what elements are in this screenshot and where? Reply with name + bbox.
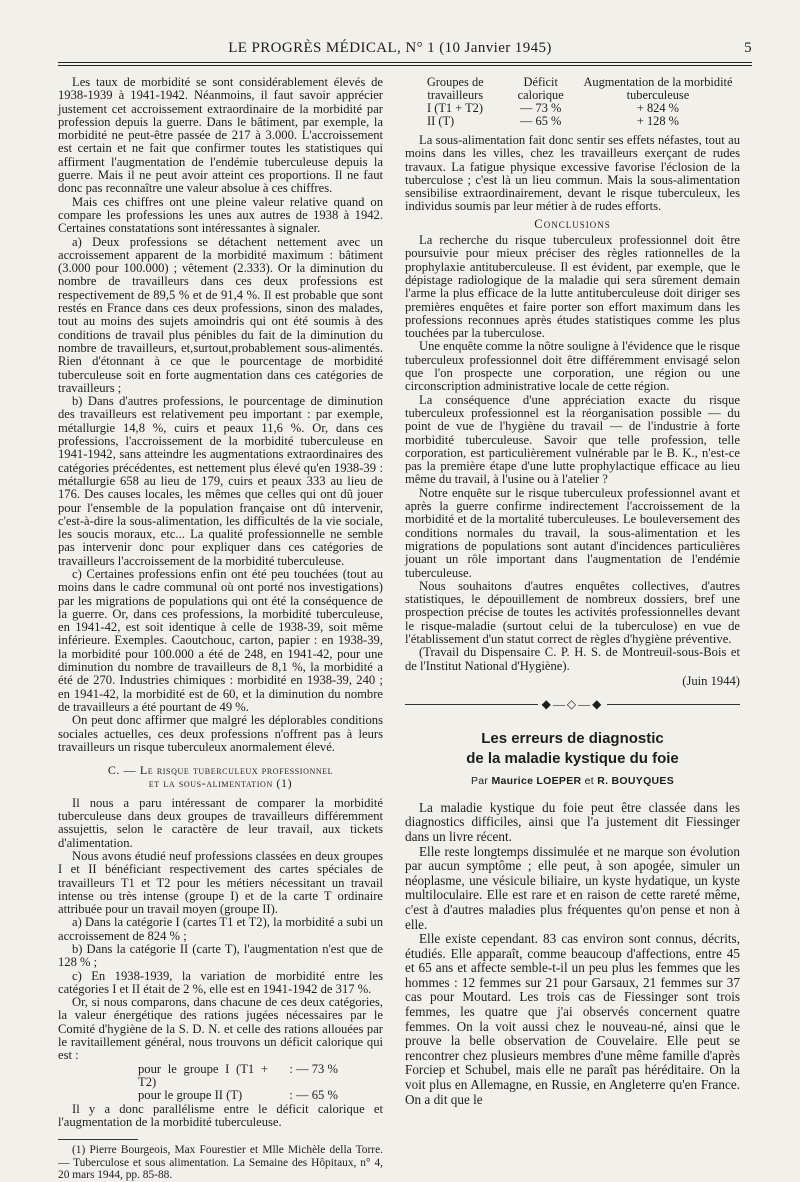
paragraph: c) En 1938-1939, la variation de morbidité entre les catégories I et II était de 2 %, elle est en 1941-1942 de 317 %. xyxy=(58,968,383,996)
paragraph: Il nous a paru intéressant de comparer la morbidité tuberculeuse dans deux groupes de travailleurs différemment assujettis, selon le caractère de leur travail, aux tickets d'alimentation. xyxy=(58,795,383,850)
paragraph: La maladie kystique du foie peut être classée dans les diagnostics difficiles, ainsi que l'a justement dit Fiessinger dans un livre récent. xyxy=(405,799,740,844)
date-note: (Juin 1944) xyxy=(682,673,740,688)
table-header: Groupes de travailleurs xyxy=(426,75,484,102)
paragraph: a) Dans la catégorie I (cartes T1 et T2), la morbidité a subi un accroissement de 824 % ; xyxy=(58,915,383,943)
paragraph: Il y a donc parallélisme entre le déficit calorique et l'augmentation de la morbidité tuberculeuse. xyxy=(58,1101,383,1129)
right-column xyxy=(405,76,740,1107)
paragraph: Mais ces chiffres ont une pleine valeur relative quand on compare les professions les unes aux autres de 1938 à 1942. Certaines constatations sont intéressantes à signaler. xyxy=(58,194,383,236)
deficit-label: pour le groupe II (T) xyxy=(138,1088,243,1103)
table-cell: + 824 % xyxy=(636,101,679,115)
credit-note: (Travail du Dispensaire C. P. H. S. de Montreuil-sous-Bois et de l'Institut National d'Hygiène). xyxy=(405,645,740,673)
authors-prefix: Par xyxy=(470,775,489,788)
ornament-icon: ◆—◇—◆ xyxy=(541,697,604,712)
article-title-line: de la maladie kystique du foie xyxy=(466,750,679,768)
header-rule xyxy=(58,62,752,63)
running-header xyxy=(58,40,752,57)
journal-title: LE PROGRÈS MÉDICAL, N° 1 (10 Janvier 1945) xyxy=(228,40,552,56)
authors-conjunction: et xyxy=(584,775,594,788)
paragraph: Les taux de morbidité se sont considérablement élevés de 1938-1939 à 1941-1942. Néanmoins, il faut savoir apprécier justement cet accroissement extraordinaire de la morbidité par profession depuis la guerre. Dans le bâtiment, par exemple, la morbidité ne peut-être passée de 217 à 3.000. L'accroissement est certain et ne fait que confirmer toutes les statistiques qui affirment l'augmentation de l'endémie tuberculeuse depuis la guerre. Mais il ne peut avoir atteint ces proportions. Il ne faut donc pas reconnaître une valeur absolue à ces chiffres. xyxy=(58,75,383,196)
table-cell: — 65 % xyxy=(520,114,562,128)
deficit-line xyxy=(138,1089,383,1102)
table-row xyxy=(405,102,740,115)
paragraph: Elle reste longtemps dissimulée et ne marque son évolution par aucun symptôme ; elle peut, à son apogée, simuler un néoplasme, une vésicule biliaire, un kyste hydatique, un kyste multiloculaire. Elle est rare et en raison de cette rareté même, c'est à d'autres maladies plus fréquentes qu'on pense et non à elle. xyxy=(405,843,740,932)
author-name: Maurice LOEPER xyxy=(491,775,582,788)
table-cell: + 128 % xyxy=(636,114,679,128)
ornament-line xyxy=(607,704,740,705)
paragraph: La conséquence d'une appréciation exacte du risque tuberculeux professionnel est la réorganisation possible — du point de vue de l'hygiène du travail — de l'industrie à forte morbidité tuberculeuse. Savoir que telle profession, telle corporation, est particulièrement vulnérable par le B. K., n'est-ce pas la première étape d'une lutte prophylactique efficace au lieu même du travail, à l'usine ou à l'atelier ? xyxy=(405,392,740,487)
article-title-line: Les erreurs de diagnostic xyxy=(481,730,664,748)
table-cell: I (T1 + T2) xyxy=(427,101,483,115)
header-rule-double xyxy=(58,65,752,66)
article-title xyxy=(405,729,740,769)
deficit-line xyxy=(138,1063,383,1090)
paragraph: c) Certaines professions enfin ont été peu touchées (tout au moins dans le cadre communal où ont porté nos investigations) par les migrations de populations qui ont été la conséquence de la guerre. Or, dans ces professions, la morbidité tuberculeuse, en 1941-42, est soit identique à celle de 1938-39, soit même inférieure. Exemples. Caoutchouc, carton, papier : en 1938-39, la morbidité pour 100.000 a été de 248, en 1941-42, pour une diminution du nombre de travailleurs de 8,1 %, la morbidité a été de 270. Industries chimiques : morbidité en 1938-39, 240 ; en 1941-42, la morbidité est de 60, et la diminution du nombre de travailleurs a été pourtant de 49 %. xyxy=(58,566,383,714)
table-row xyxy=(405,115,740,128)
section-heading-line: C. — Le risque tuberculeux professionnel xyxy=(107,763,334,778)
section-heading-line: et la sous-alimentation (1) xyxy=(148,776,293,791)
deficit-value: : — 73 % xyxy=(289,1061,338,1076)
section-heading xyxy=(58,764,383,791)
footnote: (1) Pierre Bourgeois, Max Fourestier et Mlle Michèle della Torre. — Tuberculose et sous alimentation. La Semaine des Hôpitaux, n° 4, 20 mars 1944, pp. 85-88. xyxy=(58,1144,383,1182)
ornament-line xyxy=(405,704,538,705)
paragraph: b) Dans la catégorie II (carte T), l'augmentation n'est que de 128 % ; xyxy=(58,942,383,970)
table-header: Déficit calorique xyxy=(517,75,564,102)
deficit-label: pour le groupe I (T1 + T2) xyxy=(138,1061,268,1089)
paragraph: On peut donc affirmer que malgré les déplorables conditions sociales actuelles, ces deux professions n'offrent pas à leurs travailleurs un risque tuberculeux anormalement élevé. xyxy=(58,713,383,754)
left-column xyxy=(58,76,383,1182)
deficit-table xyxy=(405,76,740,128)
section-ornament xyxy=(405,698,740,711)
paragraph: Or, si nous comparons, dans chacune de ces deux catégories, la valeur énergétique des rations jugées nécessaires par le Comité d'hygiène de la S. D. N. et celle des rations allouées par le ravitaillement général, nous trouvons un déficit calorique qui est : xyxy=(58,995,383,1063)
table-header: Augmentation de la morbidité tuberculeuse xyxy=(583,75,733,102)
paragraph: a) Deux professions se détachent nettement avec un accroissement apparent de la morbidité maximum : bâtiment (3.000 pour 100.000) ; vêtement (2.333). Or la diminution du nombre de travailleurs dans ces deux professions est respectivement de 89,5 % et de 91,4 %. Il est probable que sont restés en France dans ces deux professions, sinon des malades, tout au moins des sujets amoindris qui ont été soumis à des conditions de travail plus pénibles du fait de la diminution du nombre de travailleurs, et,surtout,probablement sous-alimentés. Rien d'étonnant à ce que le pourcentage de morbidité tuberculeuse soit en forte augmentation dans ces catégories de travailleurs ; xyxy=(58,234,383,395)
conclusions-heading: Conclusions xyxy=(534,216,611,231)
table-cell: II (T) xyxy=(427,114,455,128)
paragraph: Une enquête comme la nôtre souligne à l'évidence que le risque tuberculeux professionnel doit être différemment envisagé selon que l'on prospecte une corporation, une région ou une circonscription administrative locale de cette région. xyxy=(405,339,740,394)
paragraph: Nous souhaitons d'autres enquêtes collectives, d'autres statistiques, le dépouillement de nombreux dossiers, bref une prospection précise de toutes les activités professionnelles devant le risque-maladie (surtout celui de la tuberculose) en vue de l'établissement d'un statut correct de règles d'hygiène préventive. xyxy=(405,578,740,646)
paragraph: La recherche du risque tuberculeux professionnel doit être poursuivie pour mieux préciser des règles rationnelles de la prophylaxie antituberculeuse. Il est évident, par exemple, que le dépistage radiologique de la maladie qui sera sûrement demain l'arme la plus efficace de la lutte antituberculeuse doit diriger ses premières enquêtes et faire porter son effort maximum dans les professions reconnues après études statistiques comme les plus touchées par la tuberculose. xyxy=(405,233,740,341)
article-authors xyxy=(405,775,740,788)
paragraph: Notre enquête sur le risque tuberculeux professionnel avant et après la guerre confirme indirectement l'accroissement de la morbidité et de la mortalité tuberculeuses. Le bouleversement des conditions normales du travail, la sous-alimentation et les migrations de populations sont autant d'incidences particulières jouant un rôle important dans l'augmentation de l'endémie tuberculeuse. xyxy=(405,485,740,580)
footnote-rule xyxy=(58,1139,138,1140)
author-name: R. BOUYQUES xyxy=(597,775,675,788)
paragraph: b) Dans d'autres professions, le pourcentage de diminution des travailleurs est relativement peu important : par exemple, métallurgie 14,8 %, cuirs et peaux 11,6 %. Or, dans ces professions, l'accroissement de la morbidité tuberculeuse en 1941-1942, sans atteindre les augmentations extraordinaires des catégories précédentes, est nettement plus élevé qu'en 1938-39 : métallurgie 658 au lieu de 179, cuirs et peaux 333 au lieu de 176. Des causes locales, les mêmes que celles qui ont dû jouer pour l'ensemble de la population française ont dû intervenir, c'est-à-dire la sous-alimentation, les difficultés de la vie sociale, les soucis moraux, etc... La qualité professionnelle ne semble pas intervenir donc pour expliquer dans ces catégories de travailleurs l'accroissement de la morbidité tuberculeuse. xyxy=(58,394,383,568)
deficit-value: : — 65 % xyxy=(289,1088,338,1103)
article-body xyxy=(405,801,740,1107)
paragraph: La sous-alimentation fait donc sentir ses effets néfastes, tout au moins dans les villes, chez les travailleurs exerçant de rudes travaux. La fatigue physique excessive favorise l'éclosion de la tuberculose ; c'est là un lieu commun. Mais la sous-alimentation sensibilise extraordinairement, devant le risque tuberculeux, les individus soumis par leur métier à de rudes efforts. xyxy=(405,133,740,214)
page-number: 5 xyxy=(744,40,752,56)
paragraph: Nous avons étudié neuf professions classées en deux groupes I et II bénéficiant respectivement des cartes spéciales de travailleurs T1 et T2 pour les métiers nécessitant un travail intense ou très intense (groupe I) et de la carte T ordinaire attribuée pour un travail moyen (groupe II). xyxy=(58,848,383,917)
paragraph: Elle existe cependant. 83 cas environ sont connus, décrits, étudiés. Elle apparaît, comme beaucoup d'affections, entre 45 et 65 ans et affecte semble-t-il un peu plus les femmes que les hommes : 12 femmes sur 21 pour Garsaux, 21 femmes sur 37 cas pour Moutard. Les trois cas de Fiessinger sont trois femmes, les quatre que j'ai observés concernent quatre femmes. On la voit aussi chez le nouveau-né, ainsi que le prouve la belle observation de Couvelaire. Elle peut se rencontrer chez plusieurs membres d'une même famille d'après Forciep et Schubel, mais elle ne paraît pas héréditaire. On la voit plus en Allemagne, en Russie, en Angleterre qu'en France. On a dit que le xyxy=(405,931,740,1107)
table-cell: — 73 % xyxy=(520,101,562,115)
